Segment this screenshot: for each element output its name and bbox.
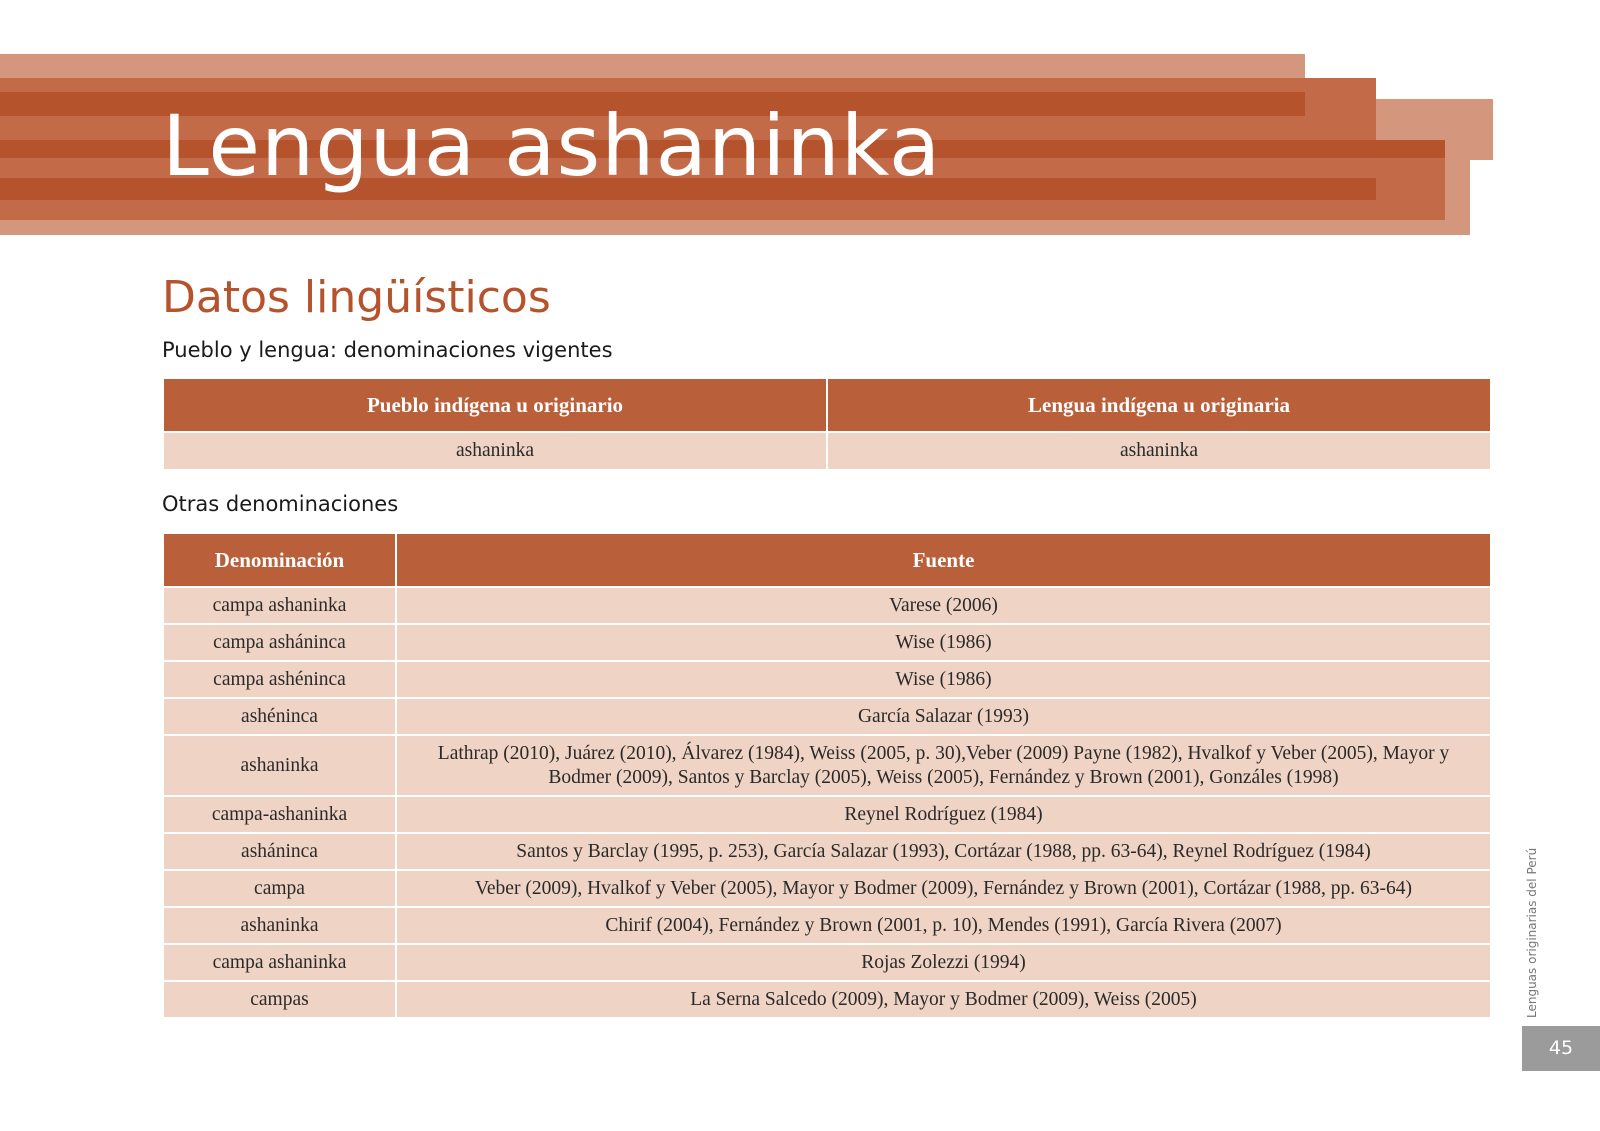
table-row — [163, 624, 1491, 661]
table-cell: ashaninka — [827, 432, 1491, 470]
source-cell: Reynel Rodríguez (1984) — [396, 796, 1491, 833]
subtitle-current-names: Pueblo y lengua: denominaciones vigentes — [162, 338, 613, 362]
source-cell: Santos y Barclay (1995, p. 253), García Salazar (1993), Cortázar (1988, pp. 63-64), Reynel Rodríguez (1984) — [396, 833, 1491, 870]
table-header-row — [163, 533, 1491, 587]
denomination-cell: campa — [163, 870, 396, 907]
source-cell: Veber (2009), Hvalkof y Veber (2005), Mayor y Bodmer (2009), Fernández y Brown (2001), Cortázar (1988, pp. 63-64) — [396, 870, 1491, 907]
table-header-cell: Fuente — [396, 533, 1491, 587]
table-row — [163, 907, 1491, 944]
table-header-cell: Denominación — [163, 533, 396, 587]
table-row — [163, 587, 1491, 624]
denomination-cell: campa asháninca — [163, 624, 396, 661]
table-header-row — [163, 378, 1491, 432]
subtitle-other-names: Otras denominaciones — [162, 492, 399, 516]
denomination-cell: ashaninka — [163, 735, 396, 796]
table-row — [163, 833, 1491, 870]
denomination-cell: campa-ashaninka — [163, 796, 396, 833]
table-row — [163, 432, 1491, 470]
section-title: Datos lingüísticos — [162, 272, 551, 323]
source-cell: La Serna Salcedo (2009), Mayor y Bodmer (2009), Weiss (2005) — [396, 981, 1491, 1018]
table-header-cell: Lengua indígena u originaria — [827, 378, 1491, 432]
source-cell: Chirif (2004), Fernández y Brown (2001, p. 10), Mendes (1991), García Rivera (2007) — [396, 907, 1491, 944]
table-row — [163, 735, 1491, 796]
table-row — [163, 796, 1491, 833]
table-cell: ashaninka — [163, 432, 827, 470]
page-title: Lengua ashaninka — [162, 97, 942, 195]
table-row — [163, 870, 1491, 907]
table-row — [163, 661, 1491, 698]
other-names-table — [162, 532, 1492, 1019]
source-cell: Wise (1986) — [396, 661, 1491, 698]
current-names-table — [162, 377, 1492, 471]
denomination-cell: ashéninca — [163, 698, 396, 735]
source-cell: Rojas Zolezzi (1994) — [396, 944, 1491, 981]
table-row — [163, 698, 1491, 735]
running-footer-text: Lenguas originarias del Perú — [1525, 847, 1539, 1018]
denomination-cell: campas — [163, 981, 396, 1018]
denomination-cell: campa ashaninka — [163, 944, 396, 981]
source-cell: Lathrap (2010), Juárez (2010), Álvarez (1984), Weiss (2005, p. 30),Veber (2009) Payne (1982), Hvalkof y Veber (2005), Mayor y Bodmer (2009), Santos y Barclay (2005), Weiss (2005), Fernández y Brown (2001), Gonzáles (1998) — [396, 735, 1491, 796]
denomination-cell: ashaninka — [163, 907, 396, 944]
denomination-cell: campa ashaninka — [163, 587, 396, 624]
source-cell: Wise (1986) — [396, 624, 1491, 661]
source-cell: Varese (2006) — [396, 587, 1491, 624]
table-row — [163, 944, 1491, 981]
denomination-cell: asháninca — [163, 833, 396, 870]
source-cell: García Salazar (1993) — [396, 698, 1491, 735]
table-row — [163, 981, 1491, 1018]
denomination-cell: campa ashéninca — [163, 661, 396, 698]
table-header-cell: Pueblo indígena u originario — [163, 378, 827, 432]
page-number: 45 — [1522, 1026, 1600, 1071]
